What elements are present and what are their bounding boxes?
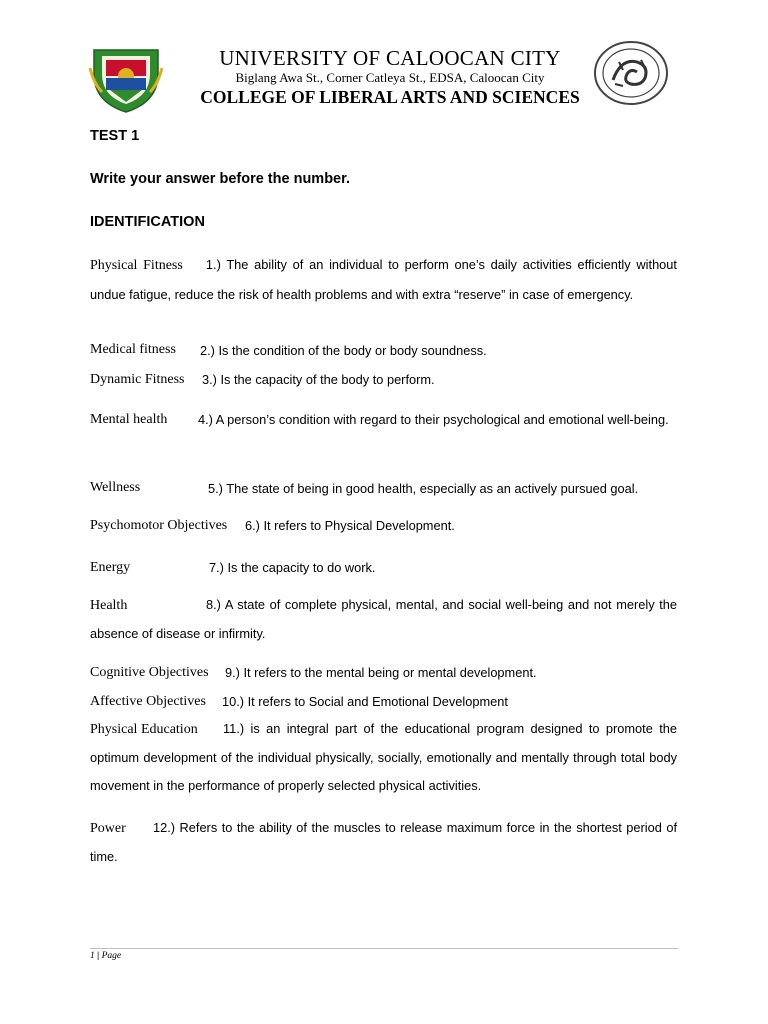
question-text: 4.) A person’s condition with regard to their psychological and emotional well-being. <box>198 412 669 427</box>
question-text: 8.) A state of complete physical, mental, and social well-being and not merely the absence of disease or infirmity. <box>90 597 677 641</box>
answer-text: Cognitive Objectives <box>90 665 209 680</box>
list-item <box>90 693 206 710</box>
question-text: 7.) Is the capacity to do work. <box>209 560 376 575</box>
page-footer <box>90 951 121 961</box>
page-number: 1 <box>90 951 95 961</box>
answer-text: Physical Education <box>90 722 198 737</box>
answer-text: Dynamic Fitness <box>90 372 185 387</box>
question-text: 2.) Is the condition of the body or body soundness. <box>200 343 487 358</box>
list-item <box>90 559 130 576</box>
university-address: Biglang Awa St., Corner Catleya St., EDSA, Caloocan City <box>235 70 545 85</box>
answer-text: Psychomotor Objectives <box>90 518 228 533</box>
answer-text: Health <box>90 598 128 613</box>
university-name: UNIVERSITY OF CALOOCAN CITY <box>219 46 561 70</box>
test-title: TEST 1 <box>90 128 140 144</box>
question-text: 3.) Is the capacity of the body to perform. <box>202 372 435 387</box>
answer-text: Medical fitness <box>90 342 176 357</box>
question-text: 1.) The ability of an individual to perform one’s daily activities efficiently without undue fatigue, reduce the risk of health problems and with extra “reserve” in case of emergency. <box>90 257 677 302</box>
list-item <box>90 664 209 681</box>
answer-text: Affective Objectives <box>90 694 206 709</box>
answer-text: Physical Fitness <box>90 258 183 273</box>
question-text: 12.) Refers to the ability of the muscles to release maximum force in the shortest period of time. <box>90 820 677 864</box>
university-seal-icon <box>88 44 164 114</box>
list-item <box>90 251 677 309</box>
question-text: 10.) It refers to Social and Emotional Development <box>222 694 508 709</box>
question-text: 11.) is an integral part of the educational program designed to promote the optimum development of the individual physically, socially, emotionally and mentally through total body movement in the performance of properly selected physical activities. <box>90 721 677 793</box>
question-text: 6.) It refers to Physical Development. <box>245 518 455 533</box>
answer-text: Wellness <box>90 480 141 495</box>
answer-text: Power <box>90 821 126 836</box>
answer-text: Mental health <box>90 412 168 427</box>
list-item <box>90 517 227 534</box>
answer-text: Energy <box>90 560 131 575</box>
footer-divider <box>90 948 678 949</box>
list-item <box>90 341 176 358</box>
question-text: 9.) It refers to the mental being or mental development. <box>225 665 537 680</box>
list-item <box>90 371 185 388</box>
question-text: 5.) The state of being in good health, especially as an actively pursued goal. <box>208 481 639 496</box>
college-name: COLLEGE OF LIBERAL ARTS AND SCIENCES <box>200 87 580 107</box>
page-separator: | <box>97 951 100 961</box>
instructions: Write your answer before the number. <box>90 171 350 187</box>
page-label: Page <box>101 951 122 961</box>
list-item <box>90 479 140 496</box>
college-seal-icon <box>593 40 669 106</box>
section-heading: IDENTIFICATION <box>90 214 205 230</box>
